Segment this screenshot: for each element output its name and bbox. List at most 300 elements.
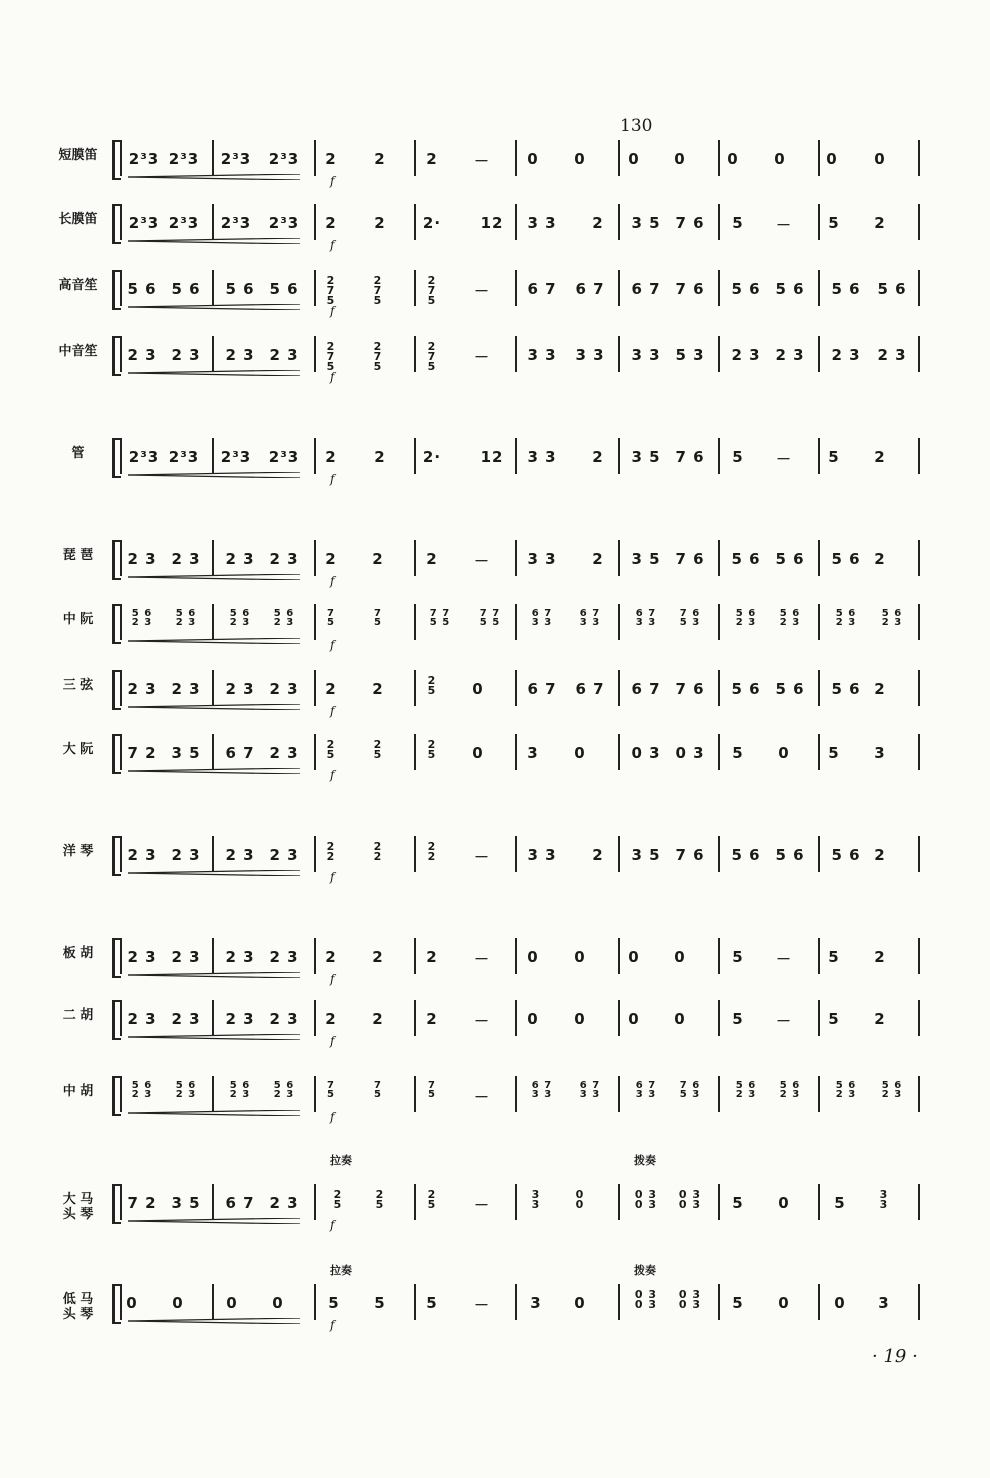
note-group: 6 7 xyxy=(575,680,605,698)
note-group: 0 xyxy=(774,150,786,168)
instrument-label: 大 阮 xyxy=(62,742,94,757)
instrument-label: 中音笙 xyxy=(58,344,98,359)
note-group: 5 xyxy=(834,1194,846,1212)
note-group: 2 7 5 xyxy=(427,274,437,307)
barline xyxy=(918,438,920,474)
dynamic-marking: f xyxy=(330,704,335,718)
barline xyxy=(212,836,214,872)
barline xyxy=(718,140,720,176)
instrument-label: 低 马 头 琴 xyxy=(62,1292,94,1322)
crescendo-mark xyxy=(128,870,300,876)
note-group: 2 xyxy=(372,550,384,568)
note-group: 5 6 2 3 xyxy=(273,608,295,628)
note-group: 2 xyxy=(426,550,438,568)
barline xyxy=(618,938,620,974)
dynamic-marking: f xyxy=(330,1218,335,1232)
barline xyxy=(918,336,920,372)
barline xyxy=(718,1000,720,1036)
note-group: 5 6 xyxy=(775,280,805,298)
instrument-label: 洋 琴 xyxy=(62,844,94,859)
note-group: 0 xyxy=(172,1294,184,1312)
note-group: 7 6 5 3 xyxy=(679,608,701,628)
barline xyxy=(212,1284,214,1320)
barline xyxy=(212,938,214,974)
note-group: 0 xyxy=(834,1294,846,1312)
barline xyxy=(515,836,517,872)
note-group: 2 3 xyxy=(225,846,255,864)
playing-technique-mark: 拨奏 xyxy=(634,1154,656,1167)
note-group: 5 xyxy=(828,948,840,966)
barline xyxy=(718,734,720,770)
note-group: 2 xyxy=(325,1010,337,1028)
barline xyxy=(414,438,416,474)
note-group: 2 3 xyxy=(269,846,299,864)
staff-row-sanxian xyxy=(0,668,990,718)
note-group: 3 3 xyxy=(527,448,557,466)
note-group: 2 7 5 xyxy=(373,340,383,373)
barline xyxy=(515,1184,517,1220)
barline xyxy=(818,734,820,770)
barline xyxy=(515,1000,517,1036)
note-group: 5 xyxy=(732,1194,744,1212)
note-group: 3 5 xyxy=(631,214,661,232)
staff-row-guan xyxy=(0,436,990,486)
note-group: 5 6 2 3 xyxy=(273,1080,295,1100)
note-group: 0 xyxy=(574,948,586,966)
barline xyxy=(314,836,316,872)
note-group: － xyxy=(473,1196,491,1214)
note-group: 2 xyxy=(325,550,337,568)
note-group: 3 3 xyxy=(531,1188,541,1211)
note-group: 0 xyxy=(674,150,686,168)
barline xyxy=(414,670,416,706)
barline xyxy=(314,1184,316,1220)
note-group: 3 xyxy=(530,1294,542,1312)
note-group: 0 xyxy=(778,1194,790,1212)
note-group: － xyxy=(473,848,491,866)
note-group: － xyxy=(473,152,491,170)
instrument-label: 长膜笛 xyxy=(58,212,98,227)
note-group: 5 6 xyxy=(731,280,761,298)
note-group: 5 6 xyxy=(269,280,299,298)
crescendo-mark xyxy=(128,972,300,978)
barline xyxy=(314,734,316,770)
note-group: 0 xyxy=(628,948,640,966)
note-group: 2 3 xyxy=(269,680,299,698)
note-group: 3 5 xyxy=(171,1194,201,1212)
barline xyxy=(515,270,517,306)
dynamic-marking: f xyxy=(330,1110,335,1124)
note-group: 5 6 2 3 xyxy=(131,1080,153,1100)
note-group: 7 5 xyxy=(327,1080,335,1100)
note-group: 0 xyxy=(778,1294,790,1312)
note-group: 2 3 xyxy=(225,948,255,966)
barline xyxy=(414,1000,416,1036)
playing-technique-mark: 拉奏 xyxy=(330,1264,352,1277)
barline xyxy=(818,604,820,640)
note-group: 2 xyxy=(874,1010,886,1028)
note-group: 2 7 5 xyxy=(326,340,336,373)
note-group: 0 xyxy=(727,150,739,168)
note-group: 2 3 xyxy=(171,680,201,698)
barline xyxy=(618,1184,620,1220)
note-group: 5 xyxy=(732,448,744,466)
note-group: 7 2 xyxy=(127,1194,157,1212)
dynamic-marking: f xyxy=(330,238,335,252)
note-group: 7 5 xyxy=(374,608,382,628)
note-group: 6 7 xyxy=(631,280,661,298)
note-group: 5 6 xyxy=(127,280,157,298)
note-group: 0 xyxy=(226,1294,238,1312)
instrument-label: 中 阮 xyxy=(62,612,94,627)
barline xyxy=(414,270,416,306)
barline xyxy=(212,1000,214,1036)
note-group: 7 6 xyxy=(675,214,705,232)
note-group: 5 6 2 3 xyxy=(175,608,197,628)
barline xyxy=(314,938,316,974)
note-group: 2 xyxy=(374,214,386,232)
note-group: 3 xyxy=(527,744,539,762)
note-group: 5 3 xyxy=(675,346,705,364)
note-group: 3 5 xyxy=(631,846,661,864)
instrument-label: 中 胡 xyxy=(62,1084,94,1099)
barline xyxy=(314,140,316,176)
note-group: 7 6 xyxy=(675,550,705,568)
note-group: 2 3 xyxy=(171,1010,201,1028)
note-group: 6 7 3 3 xyxy=(635,1080,657,1100)
note-group: 12 xyxy=(480,448,504,466)
note-group: 0 0 xyxy=(575,1188,585,1211)
barline xyxy=(618,1076,620,1112)
note-group: 2 3 xyxy=(225,1010,255,1028)
barline xyxy=(618,1284,620,1320)
note-group: 2 xyxy=(592,846,604,864)
note-group: 2 xyxy=(325,448,337,466)
note-group: 2 3 xyxy=(127,846,157,864)
crescendo-mark xyxy=(128,638,300,644)
note-group: 6 7 3 3 xyxy=(635,608,657,628)
barline xyxy=(818,438,820,474)
note-group: 6 7 xyxy=(527,280,557,298)
note-group: 5 6 xyxy=(731,846,761,864)
barline xyxy=(120,140,122,176)
barline xyxy=(818,270,820,306)
barline xyxy=(314,604,316,640)
note-group: 5 6 xyxy=(831,680,861,698)
note-group: 0 xyxy=(826,150,838,168)
barline xyxy=(212,604,214,640)
barline xyxy=(515,204,517,240)
note-group: 6 7 xyxy=(527,680,557,698)
staff-row-banhu xyxy=(0,936,990,986)
barline xyxy=(212,336,214,372)
barline xyxy=(918,270,920,306)
note-group: 2 5 xyxy=(427,738,437,761)
note-group: － xyxy=(775,950,793,968)
barline xyxy=(414,1284,416,1320)
note-group: 2 xyxy=(874,448,886,466)
note-group: 2 xyxy=(874,680,886,698)
note-group: 2 xyxy=(426,948,438,966)
note-group: 7 6 xyxy=(675,448,705,466)
note-group: 5 6 xyxy=(775,550,805,568)
barline xyxy=(414,336,416,372)
note-group: 2 xyxy=(325,680,337,698)
note-group: 2³3 xyxy=(168,150,200,168)
note-group: 5 xyxy=(828,744,840,762)
note-group: 0 3 xyxy=(631,744,661,762)
note-group: 2 xyxy=(426,150,438,168)
barline xyxy=(818,540,820,576)
note-group: 2 3 xyxy=(171,948,201,966)
barline xyxy=(718,836,720,872)
note-group: 2 xyxy=(874,948,886,966)
barline xyxy=(918,670,920,706)
note-group: 5 6 2 3 xyxy=(229,608,251,628)
note-group: 7 5 xyxy=(327,608,335,628)
note-group: 7 6 xyxy=(675,280,705,298)
note-group: － xyxy=(775,216,793,234)
barline xyxy=(120,938,122,974)
note-group: 2 3 xyxy=(171,550,201,568)
note-group: 7 2 xyxy=(127,744,157,762)
note-group: 2 5 xyxy=(375,1188,385,1211)
note-group: 2 xyxy=(372,1010,384,1028)
note-group: 6 7 3 3 xyxy=(579,608,601,628)
staff-row-matouqin xyxy=(0,1182,990,1232)
barline xyxy=(718,270,720,306)
crescendo-mark xyxy=(128,1110,300,1116)
note-group: 2 3 xyxy=(225,550,255,568)
note-group: 3 5 xyxy=(631,448,661,466)
staff-row-zhonghu xyxy=(0,1074,990,1124)
note-group: 5 xyxy=(732,744,744,762)
barline xyxy=(120,1184,122,1220)
barline xyxy=(414,204,416,240)
barline xyxy=(818,938,820,974)
note-group: 0 xyxy=(628,150,640,168)
note-group: 5 6 2 3 xyxy=(175,1080,197,1100)
barline xyxy=(618,836,620,872)
note-group: 2 xyxy=(325,150,337,168)
note-group: 0 xyxy=(272,1294,284,1312)
barline xyxy=(414,1076,416,1112)
barline xyxy=(120,438,122,474)
note-group: 3 5 xyxy=(631,550,661,568)
note-group: 2 5 xyxy=(326,738,336,761)
crescendo-mark xyxy=(128,704,300,710)
note-group: 2 xyxy=(874,846,886,864)
note-group: 0 xyxy=(126,1294,138,1312)
note-group: 3 3 xyxy=(575,346,605,364)
crescendo-mark xyxy=(128,174,300,180)
note-group: 2³3 xyxy=(268,214,300,232)
note-group: 2 3 xyxy=(775,346,805,364)
note-group: 5 6 2 3 xyxy=(779,1080,801,1100)
barline xyxy=(515,140,517,176)
barline xyxy=(718,438,720,474)
note-group: 0 xyxy=(628,1010,640,1028)
note-group: 2· xyxy=(422,214,442,232)
barline xyxy=(120,670,122,706)
staff-row-low-matouqin xyxy=(0,1282,990,1332)
note-group: 2 xyxy=(325,948,337,966)
barline xyxy=(618,204,620,240)
note-group: 2 3 xyxy=(877,346,907,364)
barline xyxy=(414,836,416,872)
barline xyxy=(212,204,214,240)
barline xyxy=(314,1000,316,1036)
note-group: 3 3 xyxy=(527,346,557,364)
note-group: 2³3 xyxy=(128,448,160,466)
note-group: 2 3 xyxy=(269,1194,299,1212)
note-group: 2 3 xyxy=(127,346,157,364)
barline xyxy=(120,270,122,306)
note-group: 2 xyxy=(592,214,604,232)
note-group: 5 xyxy=(732,214,744,232)
barline xyxy=(120,836,122,872)
barline xyxy=(515,670,517,706)
barline xyxy=(515,1076,517,1112)
note-group: 5 6 xyxy=(225,280,255,298)
note-group: 5 xyxy=(828,1010,840,1028)
barline xyxy=(918,604,920,640)
barline xyxy=(718,604,720,640)
note-group: 5 6 2 3 xyxy=(881,1080,903,1100)
note-group: 0 3 0 3 xyxy=(678,1288,702,1311)
note-group: 0 xyxy=(874,150,886,168)
crescendo-mark xyxy=(128,1034,300,1040)
note-group: 2 xyxy=(592,448,604,466)
crescendo-mark xyxy=(128,768,300,774)
note-group: 5 6 2 3 xyxy=(735,608,757,628)
barline xyxy=(414,540,416,576)
note-group: 6 7 3 3 xyxy=(531,1080,553,1100)
note-group: 7 5 xyxy=(428,1080,436,1100)
barline xyxy=(314,540,316,576)
barline xyxy=(314,336,316,372)
crescendo-mark xyxy=(128,370,300,376)
note-group: 5 6 2 3 xyxy=(131,608,153,628)
note-group: 2 3 xyxy=(225,680,255,698)
barline xyxy=(918,204,920,240)
barline xyxy=(818,204,820,240)
note-group: 0 xyxy=(574,744,586,762)
crescendo-mark xyxy=(128,304,300,310)
note-group: 7 7 5 5 xyxy=(479,608,501,628)
note-group: 3 3 xyxy=(879,1188,889,1211)
note-group: 5 6 xyxy=(731,550,761,568)
playing-technique-mark: 拉奏 xyxy=(330,1154,352,1167)
note-group: － xyxy=(473,1012,491,1030)
dynamic-marking: f xyxy=(330,870,335,884)
instrument-label: 三 弦 xyxy=(62,678,94,693)
barline xyxy=(414,604,416,640)
note-group: 2 3 xyxy=(731,346,761,364)
barline xyxy=(120,734,122,770)
crescendo-mark xyxy=(128,238,300,244)
note-group: － xyxy=(473,348,491,366)
note-group: － xyxy=(473,950,491,968)
dynamic-marking: f xyxy=(330,972,335,986)
note-group: 2 xyxy=(592,550,604,568)
note-group: 0 3 0 3 xyxy=(634,1188,658,1211)
note-group: 5 6 2 3 xyxy=(881,608,903,628)
barline xyxy=(120,1076,122,1112)
barline xyxy=(718,938,720,974)
barline xyxy=(515,336,517,372)
note-group: 6 7 xyxy=(225,744,255,762)
note-group: 2 3 xyxy=(269,744,299,762)
staff-row-long-flute xyxy=(0,202,990,252)
barline xyxy=(120,540,122,576)
barline xyxy=(314,270,316,306)
barline xyxy=(314,670,316,706)
barline xyxy=(718,1184,720,1220)
top-page-number: 130 xyxy=(620,116,653,136)
barline xyxy=(818,336,820,372)
note-group: 0 3 0 3 xyxy=(634,1288,658,1311)
crescendo-mark xyxy=(128,1318,300,1324)
barline xyxy=(818,1000,820,1036)
barline xyxy=(515,438,517,474)
instrument-label: 管 xyxy=(71,446,85,461)
note-group: 6 7 3 3 xyxy=(579,1080,601,1100)
crescendo-mark xyxy=(128,1218,300,1224)
note-group: － xyxy=(473,282,491,300)
note-group: 6 7 xyxy=(575,280,605,298)
barline xyxy=(618,1000,620,1036)
note-group: 2 3 xyxy=(269,550,299,568)
note-group: 5 6 2 3 xyxy=(835,608,857,628)
instrument-label: 板 胡 xyxy=(62,946,94,961)
barline xyxy=(515,604,517,640)
note-group: 2 xyxy=(426,1010,438,1028)
note-group: 5 6 xyxy=(831,280,861,298)
playing-technique-mark: 拨奏 xyxy=(634,1264,656,1277)
note-group: 5 6 xyxy=(171,280,201,298)
note-group: 0 xyxy=(527,948,539,966)
barline xyxy=(718,670,720,706)
note-group: 0 3 0 3 xyxy=(678,1188,702,1211)
barline xyxy=(718,1076,720,1112)
barline xyxy=(918,1284,920,1320)
note-group: 0 xyxy=(674,948,686,966)
note-group: 5 xyxy=(828,214,840,232)
note-group: 2 3 xyxy=(269,1010,299,1028)
note-group: 2³3 xyxy=(128,150,160,168)
note-group: 3 3 xyxy=(527,214,557,232)
instrument-label: 短膜笛 xyxy=(58,148,98,163)
instrument-label: 二 胡 xyxy=(62,1008,94,1023)
note-group: 2³3 xyxy=(128,214,160,232)
note-group: － xyxy=(775,450,793,468)
note-group: 2 3 xyxy=(225,346,255,364)
note-group: 2 3 xyxy=(127,1010,157,1028)
note-group: 2 3 xyxy=(269,948,299,966)
note-group: 0 xyxy=(574,1010,586,1028)
barline xyxy=(918,836,920,872)
staff-row-soprano-sheng xyxy=(0,268,990,318)
barline xyxy=(618,604,620,640)
note-group: 2 3 xyxy=(171,346,201,364)
staff-row-zhongruan xyxy=(0,602,990,652)
barline xyxy=(120,336,122,372)
barline xyxy=(515,734,517,770)
dynamic-marking: f xyxy=(330,174,335,188)
note-group: 0 xyxy=(527,1010,539,1028)
barline xyxy=(618,734,620,770)
